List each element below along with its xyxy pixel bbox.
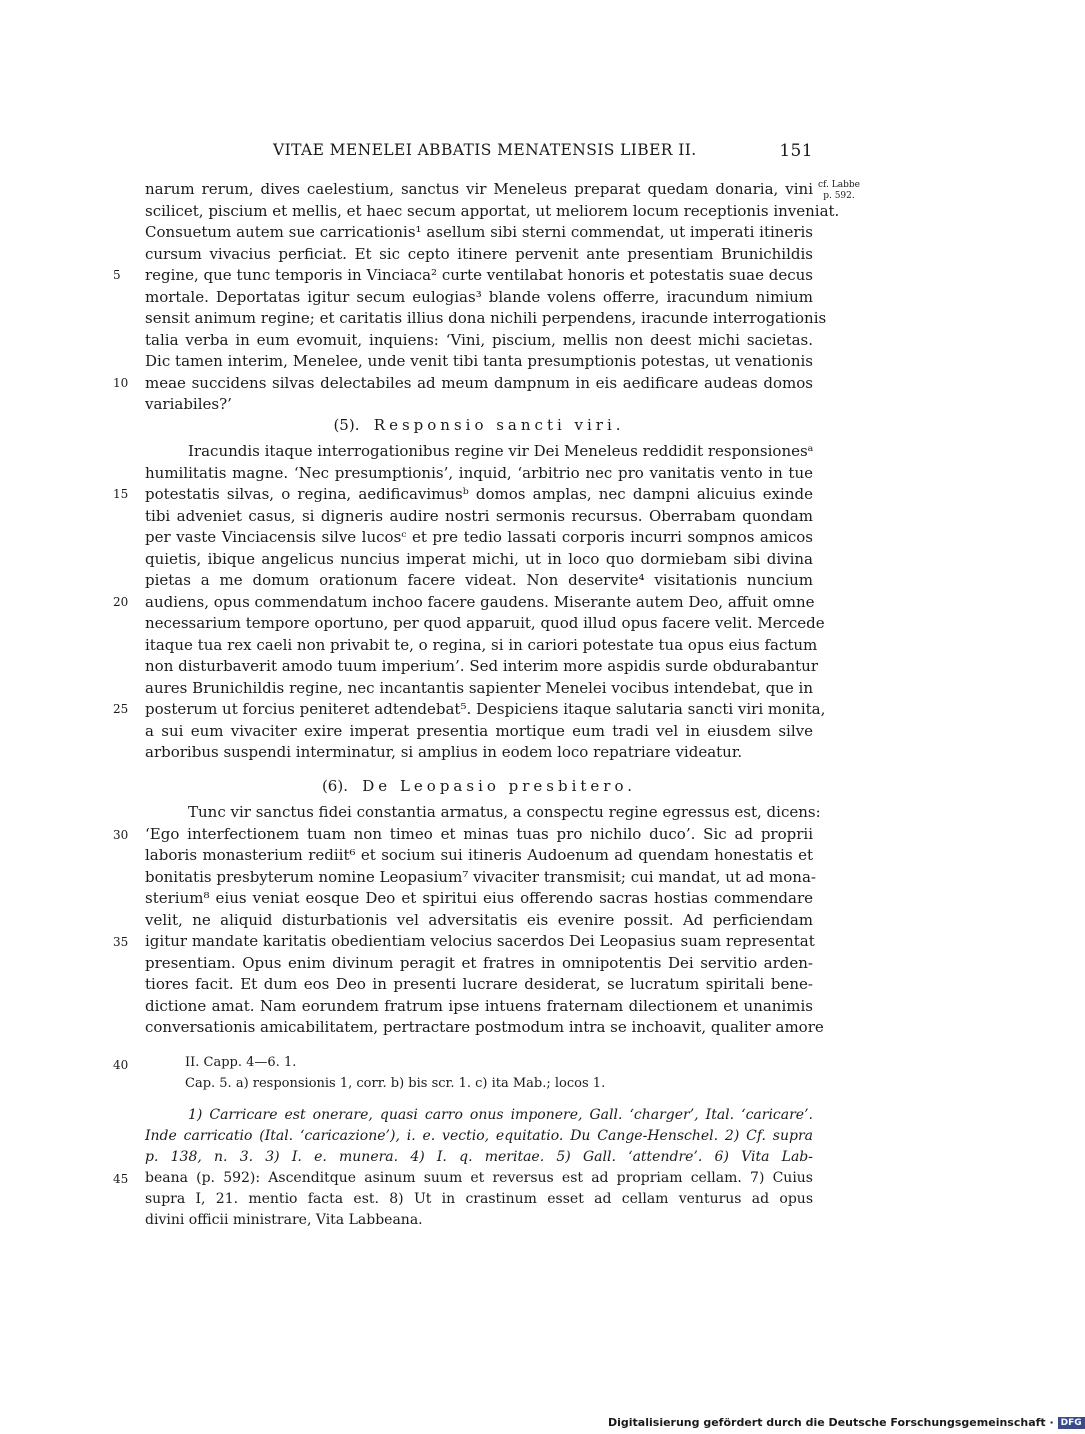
text-line: dictione amat. Nam eorundem fratrum ipse intuens fraternam dilectionem et unanimis — [145, 996, 813, 1015]
footnote-line: divini officii ministrare, Vita Labbeana. — [145, 1212, 423, 1228]
text-line: humilitatis magne. ‘Nec presumptionis’, inquid, ‘arbitrio nec pro vanitatis vento in tue — [145, 463, 813, 482]
text-line: bonitatis presbyterum nomine Leopasium⁷ vivaciter transmisit; cui mandat, ut ad mona- — [145, 867, 816, 886]
line-number: 40 — [113, 1058, 129, 1072]
text-line: audiens, opus commendatum inchoo facere gaudens. Miserante autem Deo, affuit omne — [145, 592, 815, 611]
margin-reference-line: p. 592. — [823, 191, 855, 201]
text-line: sterium⁸ eius veniat eosque Deo et spiritui eius offerendo sacras hostias commendare — [145, 889, 813, 907]
text-line: cursum vivacius perficiat. Et sic cepto itinere pervenit ante presentiam Brunichildis — [145, 244, 813, 263]
text-line: per vaste Vinciacensis silve lucosᶜ et pre tedio lassati corporis incurri sompnos amicos — [145, 528, 813, 546]
apparatus-line: II. Capp. 4—6. 1. — [185, 1055, 297, 1070]
text-line: Consuetum autem sue carricationis¹ asellum sibi sterni commendat, ut imperati itineris — [145, 223, 813, 241]
text-line: tiores facit. Et dum eos Deo in presenti lucrare desiderat, se lucratum spiritali bene- — [145, 975, 813, 993]
footnote-line: beana (p. 592): Ascenditque asinum suum et reversus est ad propriam cellam. 7) Cuius — [145, 1170, 813, 1186]
text-line: Tunc vir sanctus fidei constantia armatus, a conspectu regine egressus est, dicens: — [188, 803, 821, 821]
section-number: (5). — [333, 416, 360, 434]
text-line: Dic tamen interim, Menelee, unde venit tibi tanta presumptionis potestas, ut venationis — [145, 352, 813, 370]
text-line: itaque tua rex caeli non privabit te, o regina, si in cariori potestate tua opus eius factum — [145, 635, 818, 654]
line-number: 25 — [113, 702, 129, 716]
footnote-line: p. 138, n. 3. 3) I. e. munera. 4) I. q. meritae. 5) Gall. ‘attendre’. 6) Vita Lab- — [145, 1149, 813, 1165]
line-number: 10 — [113, 376, 129, 390]
text-line: pietas a me domum orationum facere videat. Non deservite⁴ visitationis nuncium — [145, 571, 813, 589]
text-line: potestatis silvas, o regina, aedificavimusᵇ domos amplas, nec dampni alicuius exinde — [145, 485, 813, 503]
text-line: sensit animum regine; et caritatis illius dona nichili perpendens, iracunde interrogationis — [145, 309, 827, 327]
text-line: mortale. Deportatas igitur secum eulogias³ blande volens offerre, iracundum nimium — [145, 287, 813, 306]
text-line: presentiam. Opus enim divinum peragit et fratres in omnipotentis Dei servitio arden- — [145, 953, 813, 972]
text-line: arboribus suspendi interminatur, si amplius in eodem loco repatriare videatur. — [145, 743, 743, 761]
text-line: narum rerum, dives caelestium, sanctus vir Meneleus preparat quedam donaria, vini — [145, 180, 813, 198]
text-line: talia verba in eum evomuit, inquiens: ‘Vini, piscium, mellis non deest michi sacietas. — [145, 330, 813, 349]
running-title: VITAE MENELEI ABBATIS MENATENSIS LIBER II. — [273, 141, 697, 159]
text-line: regine, que tunc temporis in Vinciaca² curte ventilabat honoris et potestatis suae decus — [145, 266, 813, 284]
page-number: 151 — [779, 141, 813, 161]
text-line: aures Brunichildis regine, nec incantantis sapienter Menelei vocibus intendebat, que in — [145, 678, 813, 697]
margin-reference — [818, 180, 860, 202]
text-line: necessarium tempore oportuno, per quod apparuit, quod illud opus facere velit. Mercede — [145, 614, 825, 632]
text-line: ‘Ego interfectionem tuam non timeo et minas tuas pro nichilo duco’. Sic ad proprii — [145, 824, 813, 843]
footnote-line: supra I, 21. mentio facta est. 8) Ut in crastinum esset ad cellam venturus ad opus — [145, 1191, 813, 1207]
text-line: Iracundis itaque interrogationibus regine vir Dei Meneleus reddidit responsionesᵃ — [188, 442, 814, 460]
apparatus-line: Cap. 5. a) responsionis 1, corr. b) bis scr. 1. c) ita Mab.; locos 1. — [185, 1076, 606, 1091]
text-line: velit, ne aliquid disturbationis vel adversitatis eis evenire possit. Ad perficiendam — [145, 910, 813, 929]
text-line: tibi adveniet casus, si digneris audire nostri sermonis recursus. Oberrabam quondam — [145, 506, 813, 525]
text-line: a sui eum vivaciter exire imperat presentia mortique eum tradi vel in eiusdem silve — [145, 721, 813, 740]
text-line: conversationis amicabilitatem, pertractare postmodum intra se inchoavit, qualiter amore — [145, 1018, 824, 1036]
footer-text: Digitalisierung gefördert durch die Deutsche Forschungsgemeinschaft · — [608, 1416, 1054, 1429]
line-number: 45 — [113, 1172, 129, 1186]
section-title: De Leopasio presbitero. — [362, 777, 637, 795]
text-line: variabiles?’ — [145, 395, 232, 413]
section-title: Responsio sancti viri. — [373, 416, 625, 434]
text-line: meae succidens silvas delectabiles ad meum dampnum in eis aedificare audeas domos — [145, 373, 813, 392]
line-number: 15 — [113, 487, 129, 501]
section-heading — [145, 777, 813, 795]
text-line: laboris monasterium rediit⁶ et socium sui itineris Audoenum ad quendam honestatis et — [145, 846, 813, 864]
margin-reference-line: cf. Labbe — [818, 180, 860, 190]
line-number: 30 — [113, 828, 129, 842]
line-number: 20 — [113, 595, 129, 609]
text-line: posterum ut forcius peniteret adtendebat⁵. Despiciens itaque salutaria sancti viri monita, — [145, 700, 826, 718]
line-number: 5 — [113, 268, 121, 282]
section-heading — [145, 416, 813, 434]
text-line: quietis, ibique angelicus nuncius imperat michi, ut in loco quo dormiebam sibi divina — [145, 549, 813, 568]
running-header — [145, 141, 813, 165]
footnote-line: 1) Carricare est onerare, quasi carro onus imponere, Gall. ‘charger’, Ital. ‘caricare’. — [188, 1107, 813, 1123]
footnote-line: Inde carricatio (Ital. ‘caricazione’), i. e. vectio, equitatio. Du Cange-Henschel. 2) Cf. supra — [145, 1128, 813, 1144]
dfg-logo: DFG — [1058, 1417, 1085, 1429]
text-line: igitur mandate karitatis obedientiam velocius sacerdos Dei Leopasius suam representat — [145, 932, 815, 950]
section-number: (6). — [321, 777, 348, 795]
text-line: non disturbaverit amodo tuum imperium’. Sed interim more aspidis surde obdurabantur — [145, 657, 819, 675]
line-number: 35 — [113, 935, 129, 949]
text-line: scilicet, piscium et mellis, et haec secum apportat, ut meliorem locum receptionis inveniat. — [145, 201, 840, 220]
digitization-footer — [608, 1416, 1085, 1429]
